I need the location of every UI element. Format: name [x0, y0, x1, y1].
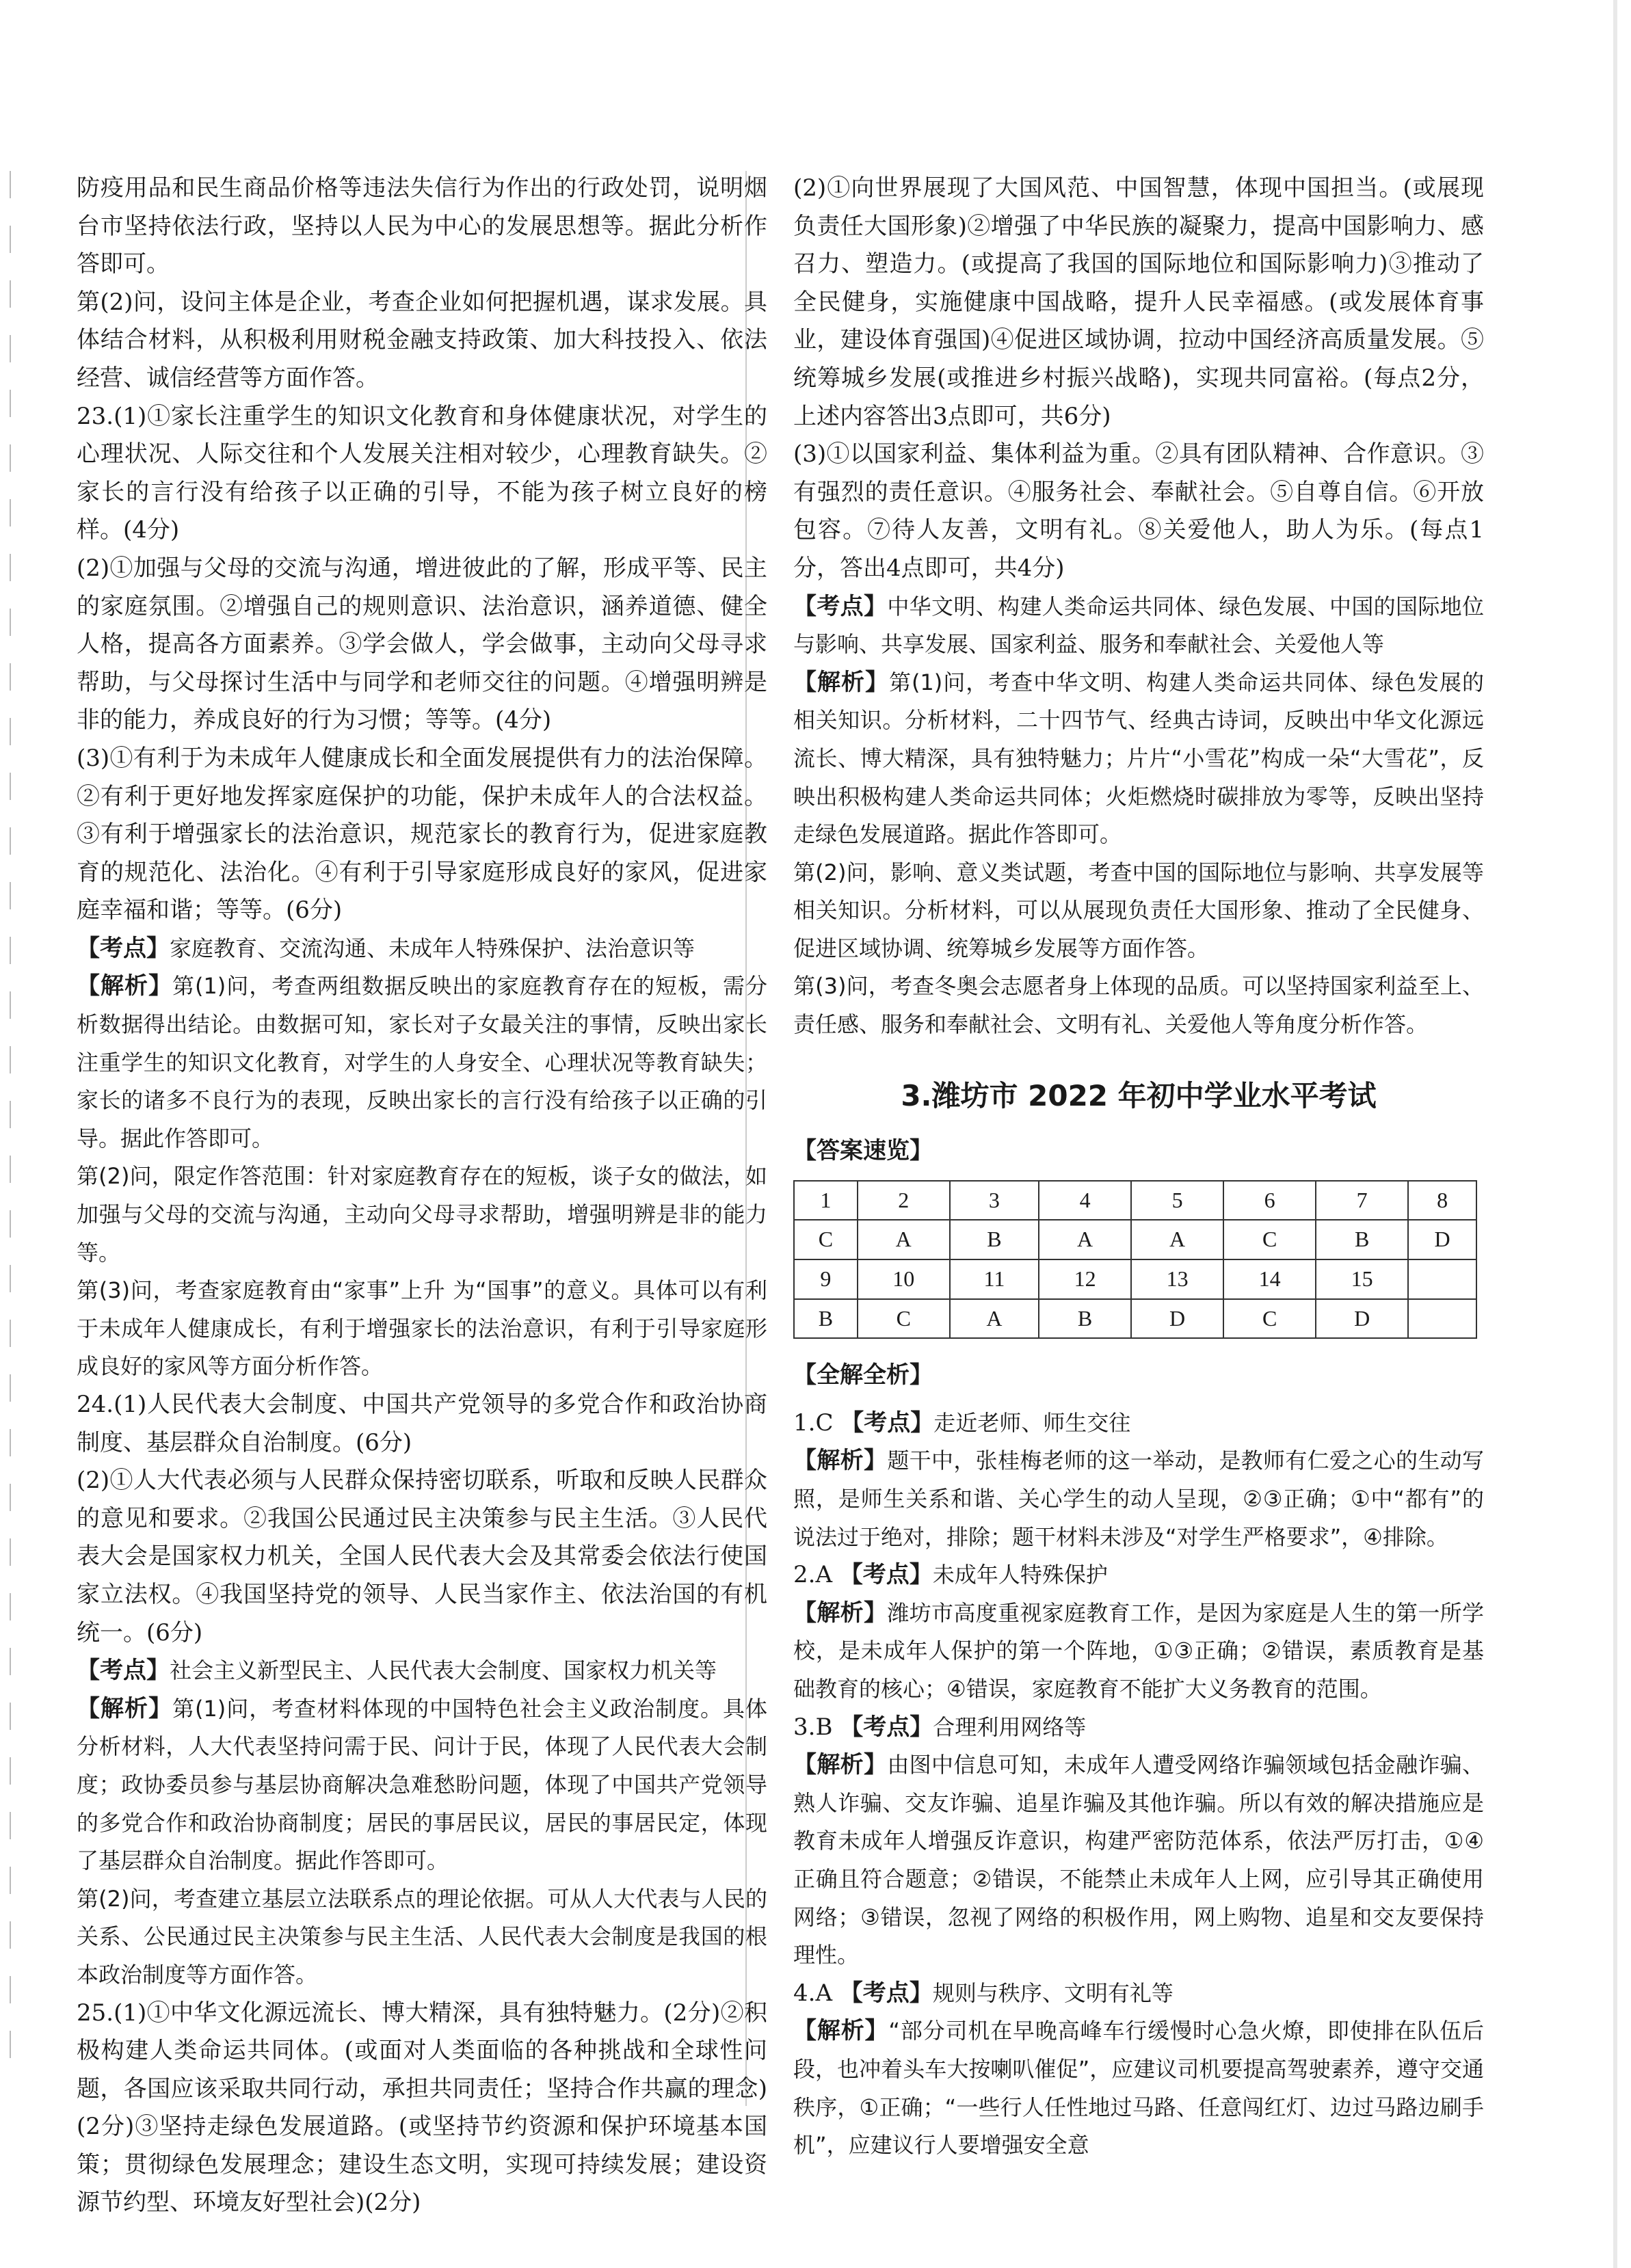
paragraph	[77, 170, 767, 284]
table-cell: 1	[794, 1181, 858, 1220]
table-cell: C	[1223, 1220, 1316, 1259]
section-tag: 【考点】	[840, 1409, 934, 1437]
table-cell: A	[1131, 1220, 1223, 1259]
paragraph-text: 第(3)问，考查家庭教育由“家事”上升 为“国事”的意义。具体可以有利于未成年人健康成长，有利于增强家长的法治意识，有利于引导家庭形成良好的家风等方面分析作答。	[77, 1277, 767, 1380]
section-tag: 【考点】	[840, 1713, 933, 1741]
paragraph	[793, 1404, 1484, 1443]
table-cell: 13	[1131, 1259, 1223, 1299]
paragraph	[793, 1746, 1484, 1975]
table-cell: 9	[794, 1259, 858, 1299]
paragraph	[793, 436, 1484, 587]
paragraph	[77, 1272, 767, 1386]
paragraph	[77, 1652, 767, 1690]
paragraph	[77, 930, 767, 968]
section-tag: 【解析】	[793, 2017, 889, 2045]
section-tag: 【考点】	[839, 1979, 933, 2007]
question-answer: 1.C	[793, 1409, 841, 1437]
section-tag: 【解析】	[793, 1751, 888, 1779]
table-cell: A	[1039, 1220, 1131, 1259]
table-cell: 7	[1316, 1181, 1408, 1220]
exam-title: 3.潍坊市 2022 年初中学业水平考试	[901, 1078, 1377, 1112]
paragraph	[793, 664, 1484, 854]
paragraph	[793, 1595, 1484, 1709]
paragraph	[77, 1994, 767, 2223]
paragraph-text: 规则与秩序、文明有礼等	[932, 1979, 1173, 2006]
paragraph	[793, 1975, 1484, 2013]
table-cell: D	[1131, 1299, 1223, 1339]
paragraph-text: (2)①人大代表必须与人民群众保持密切联系，听取和反映人民群众的意见和要求。②我国公民通过民主决策参与民主生活。③人民代表大会是国家权力机关，全国人民代表大会及其常委会依法行使国家立法权。④我国坚持党的领导、人民当家作主、依法治国的有机统一。(6分)	[77, 1467, 767, 1646]
paragraph-text: 家庭教育、交流沟通、未成年人特殊保护、法治意识等	[170, 935, 695, 961]
paragraph	[793, 968, 1484, 1043]
full-analysis-label: 【全解全析】	[793, 1361, 933, 1389]
paragraph-text: (3)①以国家利益、集体利益为重。②具有团队精神、合作意识。③有强烈的责任意识。④服务社会、奉献社会。⑤自尊自信。⑥开放包容。⑦待人友善，文明有礼。⑧关爱他人，助人为乐。(每点1分，答出4点即可，共4分)	[793, 440, 1484, 582]
paragraph	[77, 550, 767, 740]
paragraph	[77, 740, 767, 930]
table-cell: C	[1223, 1299, 1316, 1339]
paragraph-text: 由图中信息可知，未成年人遭受网络诈骗领域包括金融诈骗、熟人诈骗、交友诈骗、追星诈骗及其他诈骗。所以有效的解决措施应是教育未成年人增强反诈意识，构建严密防范体系，依法严厉打击，①④正确且符合题意；②错误，不能禁止未成年人上网，应引导其正确使用网络；③错误，忽视了网络的积极作用，网上购物、追星和交友要保持理性。	[793, 1752, 1484, 1969]
paragraph-text: (2)①向世界展现了大国风范、中国智慧，体现中国担当。(或展现负责任大国形象)②增强了中华民族的凝聚力，提高中国影响力、感召力、塑造力。(或提高了我国的国际地位和国际影响力)③推动了全民健身，实施健康中国战略，提升人民幸福感。(或发展体育事业，建设体育强国)④促进区域协调，拉动中国经济高质量发展。⑤统筹城乡发展(或推进乡村振兴战略)，实现共同富裕。(每点2分，上述内容答出3点即可，共6分)	[793, 174, 1484, 430]
paragraph-text: 中华文明、构建人类命运共同体、绿色发展、中国的国际地位与影响、共享发展、国家利益、服务和奉献社会、关爱他人等	[793, 593, 1484, 658]
paragraph	[793, 1556, 1484, 1595]
table-row	[794, 1299, 1476, 1339]
section-tag: 【解析】	[793, 668, 889, 696]
table-cell: C	[858, 1299, 950, 1339]
section-tag: 【考点】	[793, 592, 888, 620]
page-edge	[1613, 0, 1617, 2268]
right-column-top	[793, 170, 1484, 1044]
table-row	[794, 1259, 1476, 1299]
table-cell: 6	[1223, 1181, 1316, 1220]
table-cell: A	[950, 1299, 1039, 1339]
paragraph-text: 第(1)问，考查两组数据反映出的家庭教育存在的短板，需分析数据得出结论。由数据可知，家长对子女最关注的事情，反映出家长注重学生的知识文化教育，对学生的人身安全、心理状况等教育缺失；家长的诸多不良行为的表现，反映出家长的言行没有给孩子以正确的引导。据此作答即可。	[77, 973, 767, 1151]
table-cell: B	[950, 1220, 1039, 1259]
table-cell: 2	[858, 1181, 950, 1220]
paragraph	[793, 1709, 1484, 1747]
paragraph	[77, 1158, 767, 1272]
paragraph-text: 第(2)问，限定作答范围：针对家庭教育存在的短板，谈子女的做法，如加强与父母的交流与沟通，主动向父母寻求帮助，增强明辨是非的能力等。	[77, 1163, 767, 1266]
paragraph-text: 第(2)问，影响、意义类试题，考查中国的国际地位与影响、共享发展等相关知识。分析材料，可以从展现负责任大国形象、推动了全民健身、促进区域协调、统筹城乡发展等方面作答。	[793, 859, 1484, 961]
paragraph-text: 第(1)问，考查材料体现的中国特色社会主义政治制度。具体分析材料，人大代表坚持问需于民、问计于民，体现了人民代表大会制度；政协委员参与基层协商解决急难愁盼问题，体现了中国共产党领导的多党合作和政治协商制度；居民的事居民议，居民的事居民定，体现了基层群众自治制度。据此作答即可。	[77, 1695, 767, 1874]
table-cell: B	[1039, 1299, 1131, 1339]
paragraph	[793, 1442, 1484, 1556]
paragraph-text: 题干中，张桂梅老师的这一举动，是教师有仁爱之心的生动写照，是师生关系和谐、关心学生的动人呈现，②③正确；①中“都有”的说法过于绝对，排除；题干材料未涉及“对学生严格要求”，④排除。	[793, 1447, 1484, 1550]
table-cell: C	[794, 1220, 858, 1259]
paragraph-text: 潍坊市高度重视家庭教育工作，是因为家庭是人生的第一所学校，是未成年人保护的第一个阵地，①③正确；②错误，素质教育是基础教育的核心；④错误，家庭教育不能扩大义务教育的范围。	[793, 1599, 1484, 1702]
paragraph	[77, 1690, 767, 1880]
paragraph	[793, 2012, 1484, 2164]
table-cell: 5	[1131, 1181, 1223, 1220]
paragraph-text: 23.(1)①家长注重学生的知识文化教育和身体健康状况，对学生的心理状况、人际交往和个人发展关注相对较少，心理教育缺失。②家长的言行没有给孩子以正确的引导，不能为孩子树立良好的榜样。(4分)	[77, 402, 767, 544]
table-cell: B	[794, 1299, 858, 1339]
paragraph	[77, 398, 767, 550]
answer-overview-label: 【答案速览】	[793, 1137, 933, 1165]
table-row	[794, 1181, 1476, 1220]
table-cell: 15	[1316, 1259, 1408, 1299]
table-cell: 12	[1039, 1259, 1131, 1299]
table-cell: D	[1408, 1220, 1476, 1259]
paragraph	[77, 1386, 767, 1462]
question-answer: 4.A	[793, 1979, 840, 2007]
paragraph	[77, 1880, 767, 1994]
table-row	[794, 1220, 1476, 1259]
paragraph-text: 未成年人特殊保护	[932, 1562, 1108, 1588]
paragraph-text: (2)①加强与父母的交流与沟通，增进彼此的了解，形成平等、民主的家庭氛围。②增强自己的规则意识、法治意识，涵养道德、健全人格，提高各方面素养。③学会做人，学会做事，主动向父母寻求帮助，与父母探讨生活中与同学和老师交往的问题。④增强明辨是非的能力，养成良好的行为习惯；等等。(4分)	[77, 554, 767, 734]
section-tag: 【考点】	[839, 1561, 933, 1589]
section-tag: 【解析】	[77, 972, 172, 1000]
binding-margin	[10, 171, 11, 2085]
section-tag: 【解析】	[793, 1447, 888, 1475]
answer-table	[793, 1180, 1477, 1339]
paragraph-text: 第(1)问，考查中华文明、构建人类命运共同体、绿色发展的相关知识。分析材料，二十四节气、经典古诗词，反映出中华文化源远流长、博大精深，具有独特魅力；片片“小雪花”构成一朵“大雪花”，反映出积极构建人类命运共同体；火炬燃烧时碳排放为零等，反映出坚持走绿色发展道路。据此作答即可。	[793, 669, 1484, 848]
paragraph	[77, 1462, 767, 1652]
paragraph-text: 第(2)问，考查建立基层立法联系点的理论依据。可从人大代表与人民的关系、公民通过民主决策参与民主生活、人民代表大会制度是我国的根本政治制度等方面作答。	[77, 1885, 767, 1988]
table-cell: B	[1316, 1220, 1408, 1259]
paragraph	[793, 588, 1484, 664]
section-tag: 【解析】	[77, 1694, 172, 1722]
paragraph-text: (3)①有利于为未成年人健康成长和全面发展提供有力的法治保障。②有利于更好地发挥家庭保护的功能，保护未成年人的合法权益。③有利于增强家长的法治意识，规范家长的教育行为，促进家庭教育的规范化、法治化。④有利于引导家庭形成良好的家风，促进家庭幸福和谐；等等。(6分)	[77, 744, 767, 924]
paragraph-text: 第(2)问，设问主体是企业，考查企业如何把握机遇，谋求发展。具体结合材料，从积极利用财税金融支持政策、加大科技投入、依法经营、诚信经营等方面作答。	[77, 288, 767, 392]
table-cell: 11	[950, 1259, 1039, 1299]
table-cell: 10	[858, 1259, 950, 1299]
right-column-bottom	[793, 1404, 1484, 2165]
paragraph-text: 防疫用品和民生商品价格等违法失信行为作出的行政处罚，说明烟台市坚持依法行政，坚持以人民为中心的发展思想等。据此分析作答即可。	[77, 174, 767, 278]
paragraph-text: 25.(1)①中华文化源远流长、博大精深，具有独特魅力。(2分)②积极构建人类命运共同体。(或面对人类面临的各种挑战和全球性问题，各国应该采取共同行动，承担共同责任；坚持合作共赢的理念)(2分)③坚持走绿色发展道路。(或坚持节约资源和保护环境基本国策；贯彻绿色发展理念；建设生态文明，实现可持续发展；建设资源节约型、环境友好型社会)(2分)	[77, 1999, 767, 2217]
table-cell: 8	[1408, 1181, 1476, 1220]
paragraph-text: “部分司机在早晚高峰车行缓慢时心急火燎，即使排在队伍后段，也冲着头车大按喇叭催促”，应建议司机要提高驾驶素养，遵守交通秩序，①正确；“一些行人任性地过马路、任意闯红灯、边过马路边刷手机”，应建议行人要增强安全意	[793, 2018, 1484, 2159]
table-cell: 3	[950, 1181, 1039, 1220]
paragraph-text: 社会主义新型民主、人民代表大会制度、国家权力机关等	[170, 1657, 717, 1684]
table-cell: A	[858, 1220, 950, 1259]
table-cell: 14	[1223, 1259, 1316, 1299]
section-tag: 【考点】	[77, 934, 170, 962]
table-cell	[1408, 1259, 1476, 1299]
paragraph	[793, 854, 1484, 968]
paragraph	[77, 284, 767, 398]
question-answer: 2.A	[793, 1561, 840, 1589]
table-cell	[1408, 1299, 1476, 1339]
table-cell: 4	[1039, 1181, 1131, 1220]
paragraph	[793, 170, 1484, 436]
table-cell: D	[1316, 1299, 1408, 1339]
section-tag: 【解析】	[793, 1599, 888, 1627]
question-answer: 3.B	[793, 1713, 840, 1741]
section-tag: 【考点】	[77, 1657, 170, 1685]
paragraph	[77, 968, 767, 1158]
right-column	[793, 170, 1484, 2165]
paragraph-text: 合理利用网络等	[933, 1713, 1087, 1740]
paragraph-text: 第(3)问，考查冬奥会志愿者身上体现的品质。可以坚持国家利益至上、责任感、服务和奉献社会、文明有礼、关爱他人等角度分析作答。	[793, 973, 1484, 1038]
left-column	[77, 170, 767, 2222]
paragraph-text: 24.(1)人民代表大会制度、中国共产党领导的多党合作和政治协商制度、基层群众自治制度。(6分)	[77, 1391, 767, 1456]
paragraph-text: 走近老师、师生交往	[933, 1409, 1131, 1436]
